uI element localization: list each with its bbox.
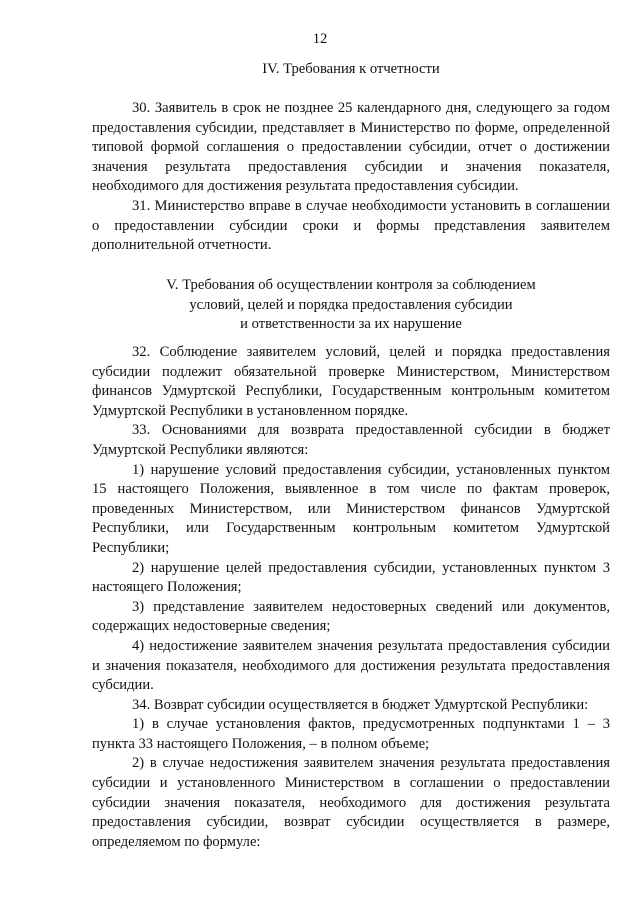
paragraph-33: 33. Основаниями для возврата предоставленной субсидии в бюджет Удмуртской Республики являются: (92, 422, 610, 458)
paragraph-33-item-1: 1) нарушение условий предоставления субсидии, установленных пунктом 15 настоящего Положения, выявленное в том числе по фактам проверок, проведенных Министерством, или Министерством финансов Удмуртской Республики, или Государственным контрольным комитетом Удмуртской Республики; (92, 461, 610, 556)
section-5-heading-line-2: условий, целей и порядка предоставления субсидии (189, 296, 513, 313)
paragraph-33-item-4: 4) недостижение заявителем значения результата предоставления субсидии и значения показателя, необходимого для достижения результата предоставления субсидии. (92, 637, 610, 694)
paragraph-32: 32. Соблюдение заявителем условий, целей и порядка предоставления субсидии подлежит обязательной проверке Министерством, Министерством финансов Удмуртской Республики, Государственным контрольным комитетом Удмуртской Республики в установленном порядке. (92, 344, 610, 419)
section-5-heading-line-1: V. Требования об осуществлении контроля за соблюдением (166, 277, 536, 293)
page-number: 12 (312, 31, 328, 47)
paragraph-34: 34. Возврат субсидии осуществляется в бюджет Удмуртской Республики: (132, 696, 589, 713)
paragraph-33-item-3: 3) представление заявителем недостоверных сведений или документов, содержащих недостоверные сведения; (92, 598, 610, 635)
paragraph-30: 30. Заявитель в срок не позднее 25 календарного дня, следующего за годом предоставления субсидии, представляет в Министерство по форме, определенной типовой формой соглашения о предоставлении субсидии, отчет о достижении значения результата предоставления субсидии и значения показателя, необходимого для достижения результата предоставления субсидии. (92, 100, 610, 195)
paragraph-31: 31. Министерство вправе в случае необходимости установить в соглашении о предоставлении субсидии сроки и формы представления заявителем дополнительной отчетности. (92, 197, 610, 254)
paragraph-33-item-2: 2) нарушение целей предоставления субсидии, установленных пунктом 3 настоящего Положения; (92, 559, 610, 596)
paragraph-34-item-1: 1) в случае установления фактов, предусмотренных подпунктами 1 – 3 пункта 33 настоящего Положения, – в полном объеме; (92, 716, 610, 752)
section-5-heading-line-3: и ответственности за их нарушение (240, 316, 462, 333)
section-5-body (92, 343, 610, 852)
section-5-heading (92, 276, 610, 335)
paragraph-34-item-2: 2) в случае недостижения заявителем значения результата предоставления субсидии и установленного Министерством в соглашении о предоставлении субсидии значения показателя, необходимого для достижения результата предоставления субсидии, возврат субсидии осуществляется в размере, определяемом по формуле: (92, 755, 610, 850)
section-4-heading: IV. Требования к отчетности (262, 61, 440, 77)
section-4-body (92, 99, 610, 256)
